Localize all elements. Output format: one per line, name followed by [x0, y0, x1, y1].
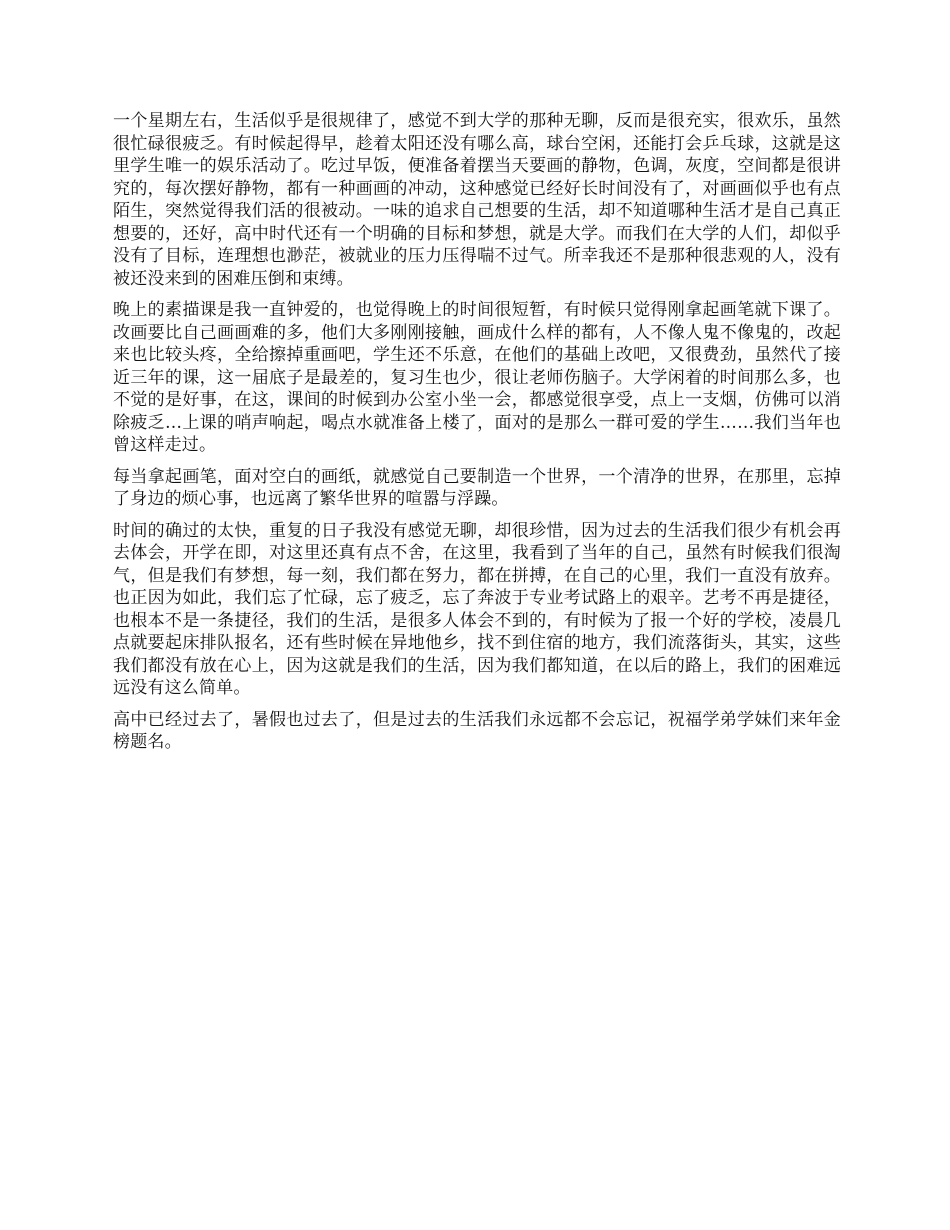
paragraph-2: 晚上的素描课是我一直钟爱的，也觉得晚上的时间很短暂，有时候只觉得刚拿起画笔就下课了。改画要比自己画画难的多，他们大多刚刚接触，画成什么样的都有，人不像人鬼不像鬼的，改起来也比较头疼，全给擦掉重画吧，学生还不乐意，在他们的基础上改吧，又很费劲，虽然代了接近三年的课，这一届底子是最差的，复习生也少，很让老师伤脑子。大学闲着的时间那么多，也不觉的是好事，在这，课间的时候到办公室小坐一会，都感觉很享受，点上一支烟，仿佛可以消除疲乏…上课的哨声响起，喝点水就准备上楼了，面对的是那么一群可爱的学生……我们当年也曾这样走过。 [113, 300, 841, 455]
paragraph-5: 高中已经过去了，暑假也过去了，但是过去的生活我们永远都不会忘记，祝福学弟学妹们来年金榜题名。 [113, 709, 841, 752]
paragraph-3: 每当拿起画笔，面对空白的画纸，就感觉自己要制造一个世界，一个清净的世界，在那里，忘掉了身边的烦心事，也远离了繁华世界的喧嚣与浮躁。 [113, 466, 841, 509]
paragraph-4: 时间的确过的太快，重复的日子我没有感觉无聊，却很珍惜，因为过去的生活我们很少有机会再去体会，开学在即，对这里还真有点不舍，在这里，我看到了当年的自己，虽然有时候我们很淘气，但是我们有梦想，每一刻，我们都在努力，都在拼搏，在自己的心里，我们一直没有放弃。也正因为如此，我们忘了忙碌，忘了疲乏，忘了奔波于专业考试路上的艰辛。艺考不再是捷径，也根本不是一条捷径，我们的生活，是很多人体会不到的，有时候为了报一个好的学校，凌晨几点就要起床排队报名，还有些时候在异地他乡，找不到住宿的地方，我们流落街头，其实，这些我们都没有放在心上，因为这就是我们的生活，因为我们都知道，在以后的路上，我们的困难远远没有这么简单。 [113, 520, 841, 698]
document-body [113, 110, 841, 763]
paragraph-1: 一个星期左右，生活似乎是很规律了，感觉不到大学的那种无聊，反而是很充实，很欢乐，虽然很忙碌很疲乏。有时候起得早，趁着太阳还没有哪么高，球台空闲，还能打会乒乓球，这就是这里学生唯一的娱乐活动了。吃过早饭，便准备着摆当天要画的静物，色调，灰度，空间都是很讲究的，每次摆好静物，都有一种画画的冲动，这种感觉已经好长时间没有了，对画画似乎也有点陌生，突然觉得我们活的很被动。一味的追求自己想要的生活，却不知道哪种生活才是自己真正想要的，还好，高中时代还有一个明确的目标和梦想，就是大学。而我们在大学的人们，却似乎没有了目标，连理想也渺茫，被就业的压力压得喘不过气。所幸我还不是那种很悲观的人，没有被还没来到的困难压倒和束缚。 [113, 111, 841, 289]
